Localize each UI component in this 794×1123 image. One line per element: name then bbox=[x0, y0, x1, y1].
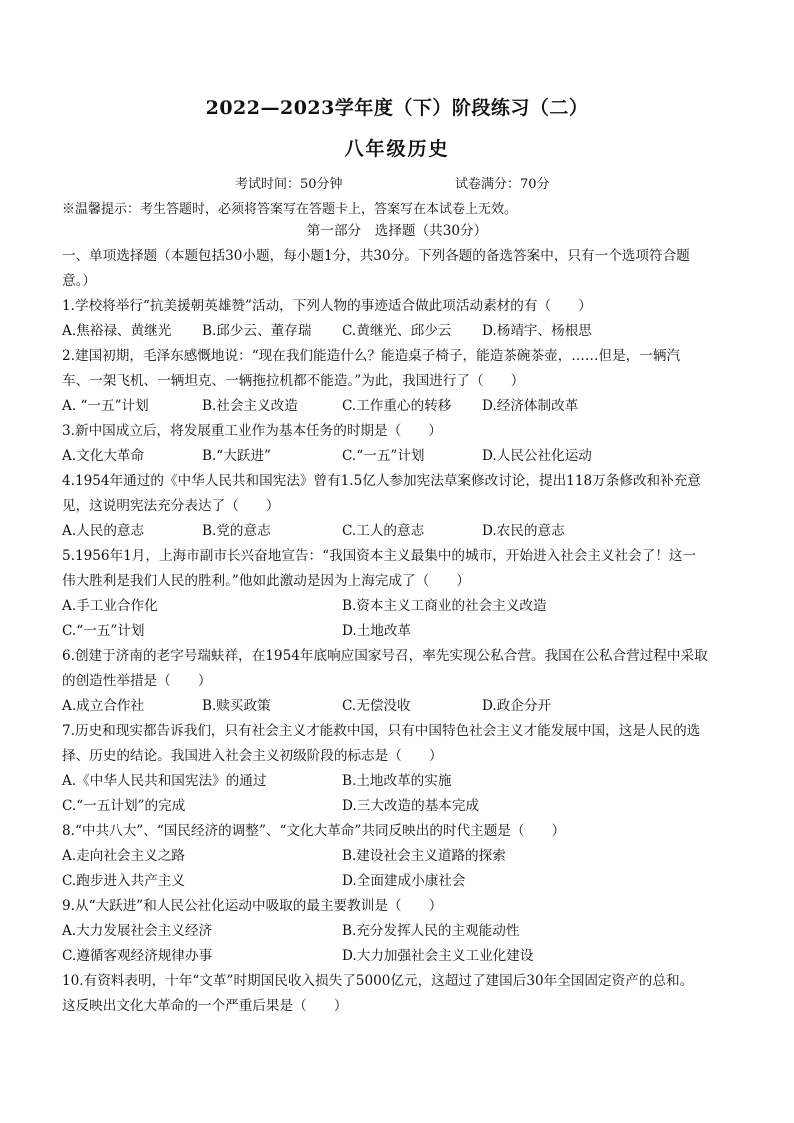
option-b: B.“大跃进” bbox=[202, 448, 271, 464]
option-a: A.文化大革命 bbox=[62, 448, 145, 464]
option-d: D.杨靖宇、杨根思 bbox=[482, 323, 592, 339]
question-stem: 10.有资料表明，十年“文革”时期国民收入损失了5000亿元，这超过了建国后30年全国固定资产的总和。 bbox=[62, 973, 694, 989]
question-stem: 5.1956年1月，上海市副市长兴奋地宣告：“我国资本主义最集中的城市，开始进入社会主义社会了！这一 bbox=[62, 548, 697, 564]
options-row bbox=[62, 844, 732, 869]
option-b: B.建设社会主义道路的探索 bbox=[342, 848, 506, 864]
option-d: D.土地改革 bbox=[342, 623, 412, 639]
option-a: A.《中华人民共和国宪法》的通过 bbox=[62, 773, 267, 789]
option-c: C.黄继光、邱少云 bbox=[342, 323, 452, 339]
question-stem: 3.新中国成立后，将发展重工业作为基本任务的时期是（ ） bbox=[62, 423, 442, 439]
exam-time: 考试时间：50分钟 bbox=[235, 177, 343, 192]
question-stem: 9.从“大跃进”和人民公社化运动中吸取的最主要教训是（ ） bbox=[62, 898, 443, 914]
question-2 bbox=[62, 344, 732, 419]
option-c: C.“一五”计划 bbox=[342, 448, 425, 464]
question-9 bbox=[62, 894, 732, 969]
question-1 bbox=[62, 294, 732, 344]
options-row bbox=[62, 394, 732, 419]
question-10 bbox=[62, 969, 732, 1019]
options-row bbox=[62, 519, 732, 544]
options-row bbox=[62, 869, 732, 894]
question-list bbox=[62, 244, 732, 1019]
options-row bbox=[62, 769, 732, 794]
warm-tip: ※温馨提示：考生答题时，必须将答案写在答题卡上，答案写在本试卷上无效。 bbox=[62, 202, 518, 217]
question-8 bbox=[62, 819, 732, 894]
option-c: C.无偿没收 bbox=[342, 698, 411, 714]
option-d: D.经济体制改革 bbox=[482, 398, 579, 414]
option-a: A.手工业合作化 bbox=[62, 598, 158, 614]
option-c: C.“一五计划”的完成 bbox=[62, 798, 186, 814]
question-5 bbox=[62, 544, 732, 644]
option-d: D.人民公社化运动 bbox=[482, 448, 592, 464]
question-stem: 这反映出文化大革命的一个严重后果是（ ） bbox=[62, 998, 348, 1014]
instruction-line: 意。） bbox=[62, 273, 96, 289]
question-4 bbox=[62, 469, 732, 544]
question-stem: 的创造性举措是（ ） bbox=[62, 673, 212, 689]
options-row bbox=[62, 444, 732, 469]
options-row bbox=[62, 594, 732, 619]
option-a: A.人民的意志 bbox=[62, 523, 145, 539]
option-b: B.土地改革的实施 bbox=[342, 773, 452, 789]
options-row bbox=[62, 944, 732, 969]
question-6 bbox=[62, 644, 732, 719]
question-stem: 车、一架飞机、一辆坦克、一辆拖拉机都不能造。”为此，我国进行了（ ） bbox=[62, 373, 525, 389]
option-a: A.走向社会主义之路 bbox=[62, 848, 185, 864]
question-stem: 4.1954年通过的《中华人民共和国宪法》曾有1.5亿人参加宪法草案修改讨论，提出118万条修改和补充意 bbox=[62, 473, 701, 489]
question-stem: 6.创建于济南的老字号瑞蚨祥，在1954年底响应国家号召，率先实现公私合营。我国在公私合营过程中采取 bbox=[62, 648, 708, 664]
exam-title: 2022—2023学年度（下）阶段练习（二） bbox=[205, 97, 589, 119]
question-stem: 择、历史的结论。我国进入社会主义初级阶段的标志是（ ） bbox=[62, 748, 443, 764]
option-d: D.全面建成小康社会 bbox=[342, 873, 466, 889]
option-d: D.政企分开 bbox=[482, 698, 552, 714]
question-stem: 7.历史和现实都告诉我们，只有社会主义才能救中国，只有中国特色社会主义才能发展中国，这是人民的选 bbox=[62, 723, 701, 739]
question-stem: 见，这说明宪法充分表达了（ ） bbox=[62, 498, 280, 514]
question-3 bbox=[62, 419, 732, 469]
option-a: A.成立合作社 bbox=[62, 698, 145, 714]
option-a: A.焦裕禄、黄继光 bbox=[62, 323, 172, 339]
option-b: B.邱少云、董存瑞 bbox=[202, 323, 312, 339]
option-b: B.党的意志 bbox=[202, 523, 271, 539]
options-row bbox=[62, 919, 732, 944]
option-b: B.充分发挥人民的主观能动性 bbox=[342, 923, 520, 939]
subject-title: 八年级历史 bbox=[344, 138, 450, 160]
question-stem: 2.建国初期，毛泽东感慨地说：“现在我们能造什么？能造桌子椅子，能造茶碗茶壶，……但是，一辆汽 bbox=[62, 348, 681, 364]
option-c: C.“一五”计划 bbox=[62, 623, 145, 639]
options-row bbox=[62, 619, 732, 644]
option-a: A.大力发展社会主义经济 bbox=[62, 923, 213, 939]
option-a: A. “一五”计划 bbox=[62, 398, 149, 414]
option-d: D.三大改造的基本完成 bbox=[342, 798, 480, 814]
options-row bbox=[62, 694, 732, 719]
option-d: D.大力加强社会主义工业化建设 bbox=[342, 948, 534, 964]
option-c: C.工人的意志 bbox=[342, 523, 425, 539]
option-c: C.遵循客观经济规律办事 bbox=[62, 948, 213, 964]
option-b: B.社会主义改造 bbox=[202, 398, 298, 414]
part-heading: 第一部分 选择题（共30分） bbox=[306, 223, 488, 239]
question-stem: 伟大胜利是我们人民的胜利。”他如此激动是因为上海完成了（ ） bbox=[62, 573, 470, 589]
option-c: C.工作重心的转移 bbox=[342, 398, 452, 414]
question-7 bbox=[62, 719, 732, 819]
full-score: 试卷满分：70分 bbox=[455, 177, 550, 192]
options-row bbox=[62, 319, 732, 344]
option-d: D.农民的意志 bbox=[482, 523, 565, 539]
question-stem: 8.“中共八大”、“国民经济的调整”、“文化大革命”共同反映出的时代主题是（ ） bbox=[62, 823, 566, 839]
question-stem: 1.学校将举行“抗美援朝英雄赞”活动，下列人物的事迹适合做此项活动素材的有（ ） bbox=[62, 298, 592, 314]
options-row bbox=[62, 794, 732, 819]
option-b: B.资本主义工商业的社会主义改造 bbox=[342, 598, 547, 614]
instruction-line: 一、单项选择题（本题包括30小题，每小题1分，共30分。下列各题的备选答案中，只有一个选项符合题 bbox=[62, 248, 690, 264]
option-b: B.赎买政策 bbox=[202, 698, 271, 714]
option-c: C.跑步进入共产主义 bbox=[62, 873, 185, 889]
